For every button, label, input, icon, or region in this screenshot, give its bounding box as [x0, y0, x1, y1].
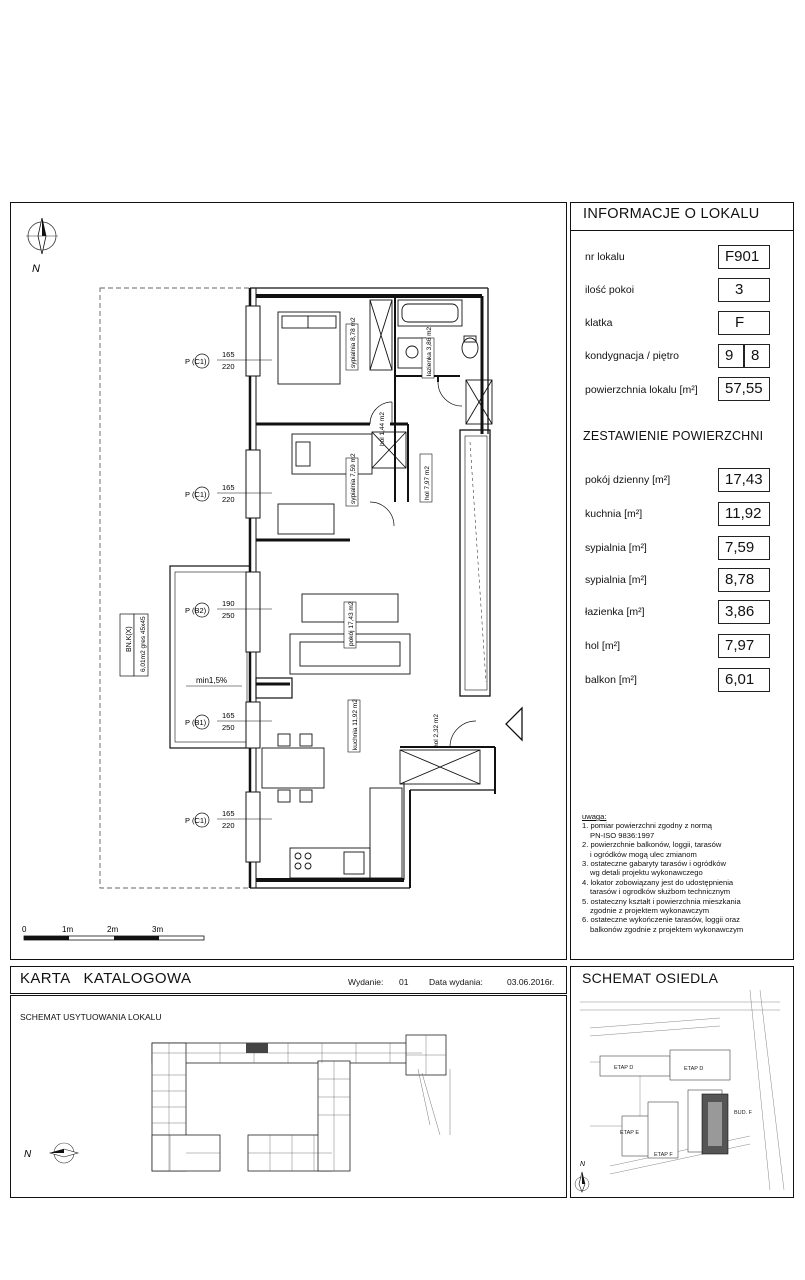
window-code: P (C1)	[185, 357, 207, 366]
note-line: 5. ostateczny kształt i powierzchnia mieszkania	[582, 896, 741, 906]
area-label-bathroom: łazienka [m²]	[585, 606, 645, 618]
info-value-area: 57,55	[718, 377, 770, 401]
estate-compass-icon	[575, 1172, 589, 1192]
note-line: 4. lokator zobowiązany jest do udostępnienia	[582, 877, 734, 887]
note-line: balkonów zgodnie z projektem wykonawczym	[590, 924, 744, 934]
furniture	[262, 300, 492, 878]
window-top: 190	[222, 599, 235, 608]
estate-scheme	[570, 966, 794, 1198]
note-line: wg detali projektu wykonawczego	[590, 868, 703, 878]
balcony-slope: min1,5%	[196, 676, 228, 685]
scale-label: 0	[22, 925, 27, 934]
window-top: 165	[222, 483, 235, 492]
info-label-nr: nr lokalu	[585, 251, 625, 263]
info-value-floor-a: 9	[718, 344, 744, 368]
info-value-nr: F901	[718, 245, 770, 269]
info-label-rooms: ilość pokoi	[585, 284, 635, 296]
estate-label: BUD. F	[734, 1110, 753, 1116]
notes-title: uwaga:	[582, 812, 607, 821]
areas-title: ZESTAWIENIE POWIERZCHNI	[583, 429, 764, 443]
area-label-bedroom1: sypialnia [m²]	[585, 542, 647, 554]
date-value: 03.06.2016r.	[507, 977, 555, 987]
unit-highlight	[246, 1043, 268, 1053]
room-tag: hol 2,32 m2	[433, 714, 440, 748]
edition-value: 01	[399, 977, 409, 987]
window-code: P (C1)	[185, 816, 207, 825]
area-label-kitchen: kuchnia [m²]	[585, 508, 643, 520]
scheme-title: SCHEMAT USYTUOWANIA LOKALU	[20, 1012, 162, 1022]
info-label-area: powierzchnia lokalu [m²]	[585, 384, 698, 396]
area-value-bedroom2: 8,78	[718, 568, 770, 592]
scale-label: 3m	[152, 925, 164, 934]
note-line: tarasów i ogrodków służbom technicznym	[590, 887, 731, 897]
info-label-floor: kondygnacja / piętro	[585, 350, 679, 362]
area-label-living: pokój dzienny [m²]	[585, 474, 671, 486]
area-label-balcony: balkon [m²]	[585, 674, 637, 686]
area-label-hall: hol [m²]	[585, 640, 621, 652]
edition-label: Wydanie:	[348, 977, 384, 987]
window-bottom: 220	[222, 495, 235, 504]
window-top: 165	[222, 350, 235, 359]
area-value-hall: 7,97	[718, 634, 770, 658]
scale-label: 1m	[62, 925, 74, 934]
estate-label: ETAP E	[620, 1130, 640, 1136]
note-line: 2. powierzchnie balkonów, loggii, tarasów	[582, 840, 722, 850]
note-line: zgodnie z projektem wykonawczym	[590, 906, 710, 916]
estate-label: ETAP D	[684, 1066, 704, 1072]
info-value-stair: F	[718, 311, 770, 335]
area-label-bedroom2: sypialnia [m²]	[585, 574, 647, 586]
window-bottom: 250	[222, 611, 235, 620]
north-label: N	[32, 263, 40, 275]
balcony-label1: BN.K(X)	[126, 626, 133, 652]
scheme-compass-label: N	[24, 1149, 32, 1160]
date-label: Data wydania:	[429, 977, 483, 987]
window-marks	[246, 306, 260, 862]
info-value-floor-b: 8	[744, 344, 770, 368]
window-code: P (C1)	[185, 490, 207, 499]
roads	[418, 1069, 450, 1135]
walls	[250, 288, 495, 888]
room-tag: sypialnia 8,78 m2	[350, 317, 357, 368]
window-top: 165	[222, 809, 235, 818]
window-code: P (B2)	[185, 606, 207, 615]
room-tag: sypialnia 7,59 m2	[350, 453, 357, 504]
room-tag: kuchnia 11,92 m2	[352, 699, 359, 750]
estate-highlight-inner	[708, 1102, 722, 1146]
floor-plan	[10, 202, 567, 960]
notes	[582, 812, 792, 934]
area-value-living: 17,43	[718, 468, 770, 492]
scheme-compass-icon	[50, 1143, 78, 1163]
site-scheme	[10, 995, 567, 1198]
room-tag: hol 7,97 m2	[424, 466, 431, 500]
area-value-balcony: 6,01	[718, 668, 770, 692]
note-line: PN-ISO 9836:1997	[590, 830, 655, 840]
room-tags	[344, 317, 440, 752]
balcony-inner	[175, 572, 247, 742]
room-tag: pokój 17,43 m2	[348, 601, 355, 646]
info-title: INFORMACJE O LOKALU	[583, 206, 760, 222]
scale-bar	[22, 925, 204, 940]
window-bottom: 220	[222, 821, 235, 830]
estate-label: ETAP F	[654, 1152, 673, 1158]
note-line: 1. pomiar powierzchni zgodny z normą	[582, 821, 712, 831]
room-tag: hol 1,44 m2	[379, 412, 386, 446]
room-tag: łazienka 3,86 m2	[426, 326, 433, 376]
catalog-title: KARTA KATALOGOWA	[20, 970, 192, 987]
north-compass-icon	[26, 218, 58, 254]
info-divider	[570, 230, 794, 231]
info-value-rooms: 3	[718, 278, 770, 302]
area-value-bathroom: 3,86	[718, 600, 770, 624]
estate-roads	[580, 990, 784, 1190]
estate-title: SCHEMAT OSIEDLA	[582, 970, 719, 986]
window-code: P (B1)	[185, 718, 207, 727]
area-value-bedroom1: 7,59	[718, 536, 770, 560]
note-line: 6. ostateczne wykończenie tarasów, loggii oraz	[582, 915, 740, 925]
building-block	[152, 1035, 446, 1171]
info-label-stair: klatka	[585, 317, 613, 329]
balcony-label2: 6,01m2 gres 45x45	[140, 616, 147, 672]
window-top: 165	[222, 711, 235, 720]
window-bottom: 250	[222, 723, 235, 732]
entrance-arrow-icon	[506, 708, 522, 740]
estate-compass-label: N	[580, 1161, 586, 1168]
area-value-kitchen: 11,92	[718, 502, 770, 526]
window-bottom: 220	[222, 362, 235, 371]
note-line: i ogródków mogą ulec zmianom	[590, 849, 697, 859]
estate-label: ETAP D	[614, 1065, 634, 1071]
scale-label: 2m	[107, 925, 119, 934]
note-line: 3. ostateczne gabaryty tarasów i ogródków	[582, 859, 726, 869]
balcony	[170, 566, 250, 748]
